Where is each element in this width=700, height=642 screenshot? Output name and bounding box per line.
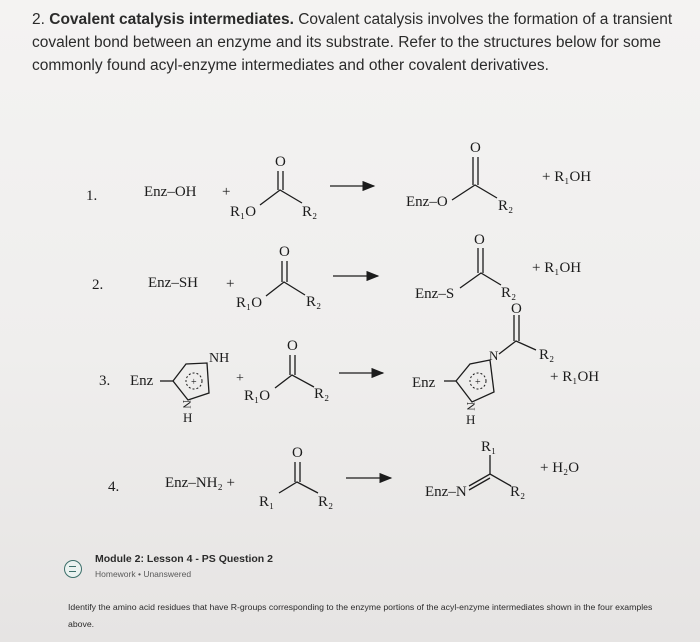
svg-text:R₂: R₂	[314, 386, 330, 402]
svg-text:O: O	[474, 232, 485, 248]
svg-text:R₂: R₂	[302, 204, 318, 220]
problem-number: 2.	[32, 11, 45, 28]
reaction-3	[99, 301, 599, 427]
svg-text:O: O	[287, 338, 298, 354]
reaction-2	[92, 232, 581, 311]
enzyme-reactant: Enz–NH₂ +	[165, 475, 235, 491]
module-status: Homework • Unanswered	[95, 569, 192, 579]
svg-text:R₂: R₂	[318, 494, 334, 510]
question-text: Identify the amino acid residues that have R-groups corresponding to the enzyme portions of the acyl-enzyme intermediates shown in the four examples above.	[68, 602, 653, 629]
svg-text:H: H	[183, 410, 193, 425]
svg-text:O: O	[292, 445, 303, 461]
svg-text:R₁: R₁	[481, 439, 497, 455]
svg-text:R₂: R₂	[306, 294, 322, 310]
svg-text:Enz–O: Enz–O	[406, 194, 448, 210]
ester-substrate	[230, 154, 317, 220]
svg-text:Enz: Enz	[412, 375, 436, 391]
problem-body: Covalent catalysis involves the formation of a transient covalent bond between an enzyme and its substrate. Refer to the structures below for some commonly found acyl-enzyme intermediates and other covalent derivatives.	[32, 11, 673, 74]
svg-text:R₁: R₁	[259, 494, 275, 510]
byproduct: + H₂O	[540, 460, 580, 476]
reaction-1	[86, 140, 591, 220]
svg-text:O: O	[279, 244, 290, 260]
acyl-imidazole-product	[412, 301, 554, 427]
svg-text:O: O	[470, 140, 481, 156]
svg-text:Enz–N: Enz–N	[425, 484, 467, 500]
svg-text:H: H	[466, 412, 476, 427]
ester-substrate	[244, 338, 329, 404]
enzyme-reactant: Enz–SH	[148, 275, 198, 291]
svg-text:N: N	[180, 400, 194, 409]
svg-text:O: O	[275, 154, 286, 170]
svg-text:Enz–S: Enz–S	[415, 286, 455, 302]
enzyme-reactant: Enz–OH	[144, 184, 197, 200]
reaction-number: 1.	[86, 188, 98, 204]
svg-text:R₂: R₂	[539, 347, 555, 363]
svg-text:R₁O: R₁O	[236, 295, 263, 311]
reaction-4	[108, 439, 579, 510]
byproduct: + R₁OH	[542, 169, 592, 185]
thioester-product	[415, 232, 516, 302]
plus-sign: +	[236, 371, 244, 386]
svg-text:O: O	[511, 301, 522, 317]
module-title: Module 2: Lesson 4 - PS Question 2	[95, 553, 273, 565]
svg-text:N: N	[464, 402, 478, 411]
plus-sign: +	[222, 184, 231, 200]
byproduct: + R₁OH	[550, 369, 600, 385]
svg-text:R₂: R₂	[498, 198, 514, 214]
svg-text:NH: NH	[209, 351, 230, 366]
plus-sign: +	[226, 276, 235, 292]
enzyme-reactant: Enz	[130, 373, 154, 389]
reaction-number: 3.	[99, 373, 111, 389]
ester-substrate	[236, 244, 321, 311]
svg-text:N: N	[489, 348, 499, 363]
svg-text:+: +	[191, 377, 197, 388]
svg-text:+: +	[475, 377, 481, 388]
svg-text:R₁O: R₁O	[244, 388, 271, 404]
svg-text:R₁O: R₁O	[230, 204, 257, 220]
question-bank-icon	[64, 560, 82, 578]
reaction-number: 4.	[108, 479, 120, 495]
ester-substrate	[259, 445, 333, 510]
problem-title: Covalent catalysis intermediates.	[49, 11, 294, 28]
acyl-enzyme-product	[406, 140, 513, 214]
byproduct: + R₁OH	[532, 260, 582, 276]
svg-text:R₂: R₂	[501, 285, 517, 301]
imine-product	[425, 439, 525, 500]
reaction-number: 2.	[92, 277, 104, 293]
svg-text:R₂: R₂	[510, 484, 526, 500]
imidazole-ring	[160, 351, 229, 425]
